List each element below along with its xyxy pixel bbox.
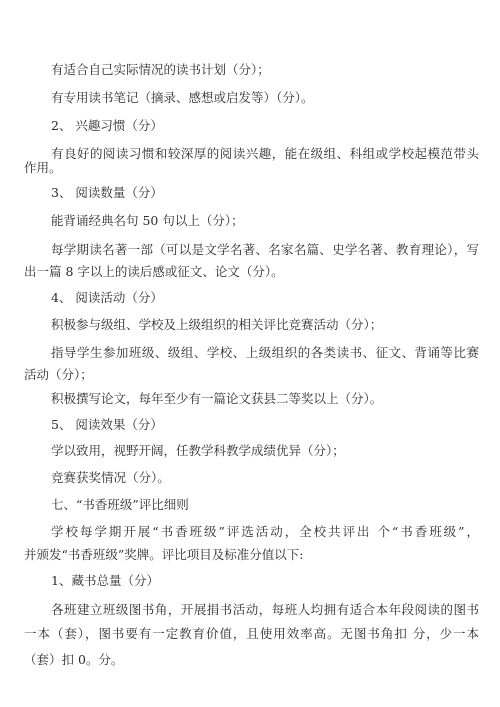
text-line: 每学期读名著一部（可以是文学名著、名家名篇、史学名著、教育理论），写 <box>51 242 479 257</box>
text-line: 各班建立班级图书角，开展捐书活动，每班人均拥有适合本年段阅读的图书 <box>51 602 479 617</box>
text-line: 活动（分）； <box>24 367 93 382</box>
text-line: 有专用读书笔记（摘录、感想或启发等）（分）。 <box>51 90 314 105</box>
text-line: 竞赛获奖情况（分）。 <box>51 470 170 485</box>
text-line: 积极撰写论文，每年至少有一篇论文获县二等奖以上（分）。 <box>51 391 383 406</box>
text-line: 学以致用，视野开阔，任教学科教学成绩优异（分）； <box>51 443 345 458</box>
section-heading: 5、 阅读效果（分） <box>51 417 163 432</box>
text-line: 有良好的阅读习惯和较深厚的阅读兴趣，能在级组、科组或学校起模范带头 <box>51 146 479 161</box>
chapter-heading: 七、“书香班级”评比细则 <box>51 497 189 512</box>
text-line: 能背诵经典名句 50 句以上（分）； <box>51 213 244 228</box>
section-heading: 1、藏书总量（分） <box>51 573 159 588</box>
text-line: 有适合自己实际情况的读书计划（分）； <box>51 62 270 77</box>
text-line: 出一篇 8 字以上的读后感或征文、论文（分）。 <box>24 264 284 279</box>
section-heading: 2、 兴趣习惯（分） <box>51 118 163 133</box>
text-line: 作用。 <box>24 160 62 175</box>
text-line: 并颁发“书香班级”奖牌。评比项目及标准分值以下: <box>24 547 304 562</box>
text-line: 学校每学期开展“书香班级”评选活动，全校共评出 个“书香班级”， <box>51 524 479 539</box>
text-line: 一本（套），图书要有一定教育价值，且使用效率高。无图书角扣 分，少一本 <box>24 626 479 641</box>
text-line: 指导学生参加班级、级组、学校、上级组织的各类读书、征文、背诵等比赛 <box>51 345 479 360</box>
text-line: 积极参与级组、学校及上级组织的相关评比竞赛活动（分）； <box>51 317 383 332</box>
text-line: （套）扣 0。分。 <box>24 652 124 667</box>
section-heading: 4、 阅读活动（分） <box>51 290 163 305</box>
section-heading: 3、 阅读数量（分） <box>51 185 163 200</box>
